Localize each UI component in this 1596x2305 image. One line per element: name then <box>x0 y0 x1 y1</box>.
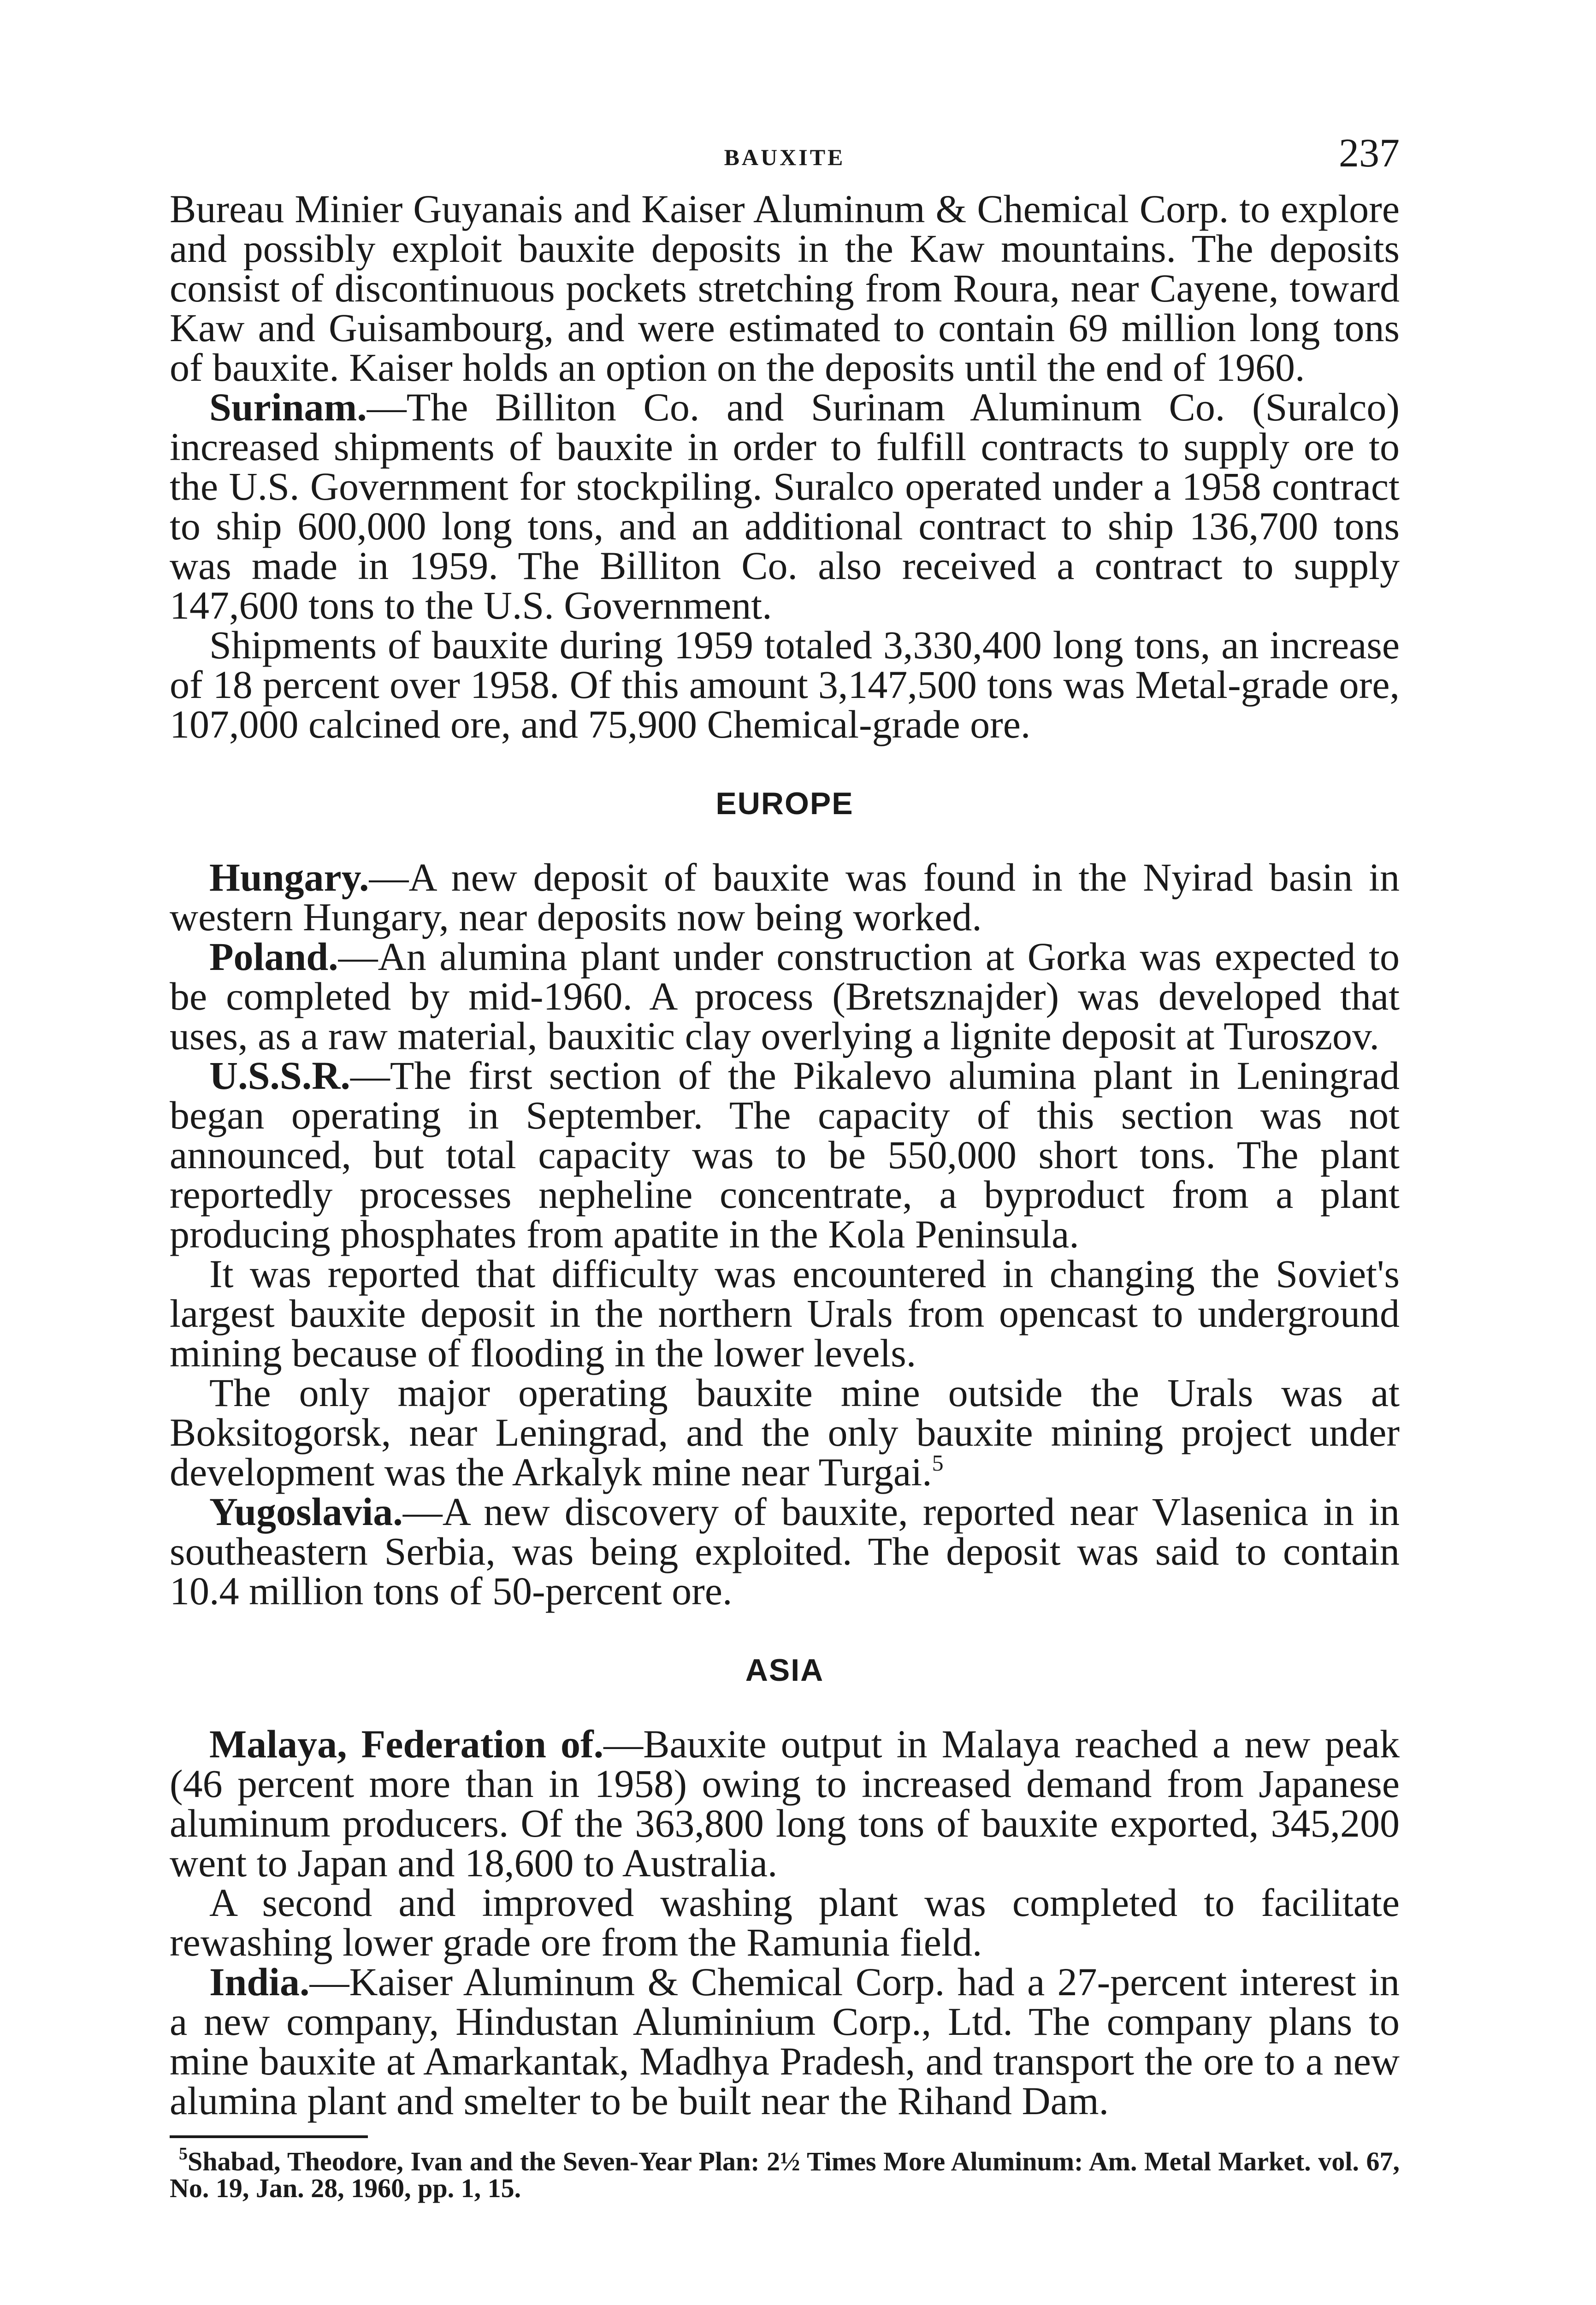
asia-heading: ASIA <box>745 1653 824 1688</box>
surinam-label: Surinam. <box>209 385 367 429</box>
ussr-paragraph <box>170 1053 1400 1256</box>
yugoslavia-text: —A new discovery of bauxite, reported near Vlasenica in in southeastern Serbia, was being exploited. The deposit was said to contain 10.4 million tons of 50-percent ore. <box>170 1489 1400 1613</box>
yugoslavia-label: Yugoslavia. <box>209 1489 403 1534</box>
boksitogorsk-text: The only major operating bauxite mine outside the Urals was at Boksitogorsk, near Leningrad, and the only bauxite mining project under development was the Arkalyk mine near Turgai. <box>170 1371 1400 1494</box>
india-label: India. <box>209 1960 310 2004</box>
footnote-marker: 5 <box>179 2144 188 2163</box>
footnote <box>170 2144 1400 2203</box>
poland-label: Poland. <box>209 934 338 979</box>
yugoslavia-paragraph <box>170 1489 1400 1613</box>
footnote-text: Shabad, Theodore, Ivan and the Seven-Year Plan: 2½ Times More Aluminum: Am. Metal Market. vol. 67, No. 19, Jan. 28, 1960, pp. 1, 15. <box>170 2146 1400 2203</box>
page-number: 237 <box>1339 131 1400 176</box>
ussr-text: —The first section of the Pikalevo alumina plant in Leningrad began operating in September. The capacity of this section was not announced, but total capacity was to be 550,000 short tons. The plant reportedly processes nepheline concentrate, a byproduct from a plant producing phosphates from apatite in the Kola Peninsula. <box>170 1053 1400 1256</box>
india-text: —Kaiser Aluminum & Chemical Corp. had a 27-percent interest in a new company, Hindustan Aluminium Corp., Ltd. The company plans to mine bauxite at Amarkantak, Madhya Pradesh, and transport the ore to a new alumina plant and smelter to be built near the Rihand Dam. <box>170 1960 1400 2123</box>
malaya-paragraph <box>170 1724 1400 1883</box>
running-header <box>170 131 1400 189</box>
ussr-label: U.S.S.R. <box>209 1053 350 1098</box>
poland-text: —An alumina plant under construction at Gorka was expected to be completed by mid-1960. A process (Bretsznajder) was developed that uses, as a raw material, bauxitic clay overlying a lignite deposit at Turoszov. <box>170 934 1400 1058</box>
malaya-text: —Bauxite output in Malaya reached a new peak (46 percent more than in 1958) owing to increased demand from Japanese aluminum producers. Of the 363,800 long tons of bauxite exported, 345,200 went to Japan and 18,600 to Australia. <box>170 1722 1400 1885</box>
footnote-divider <box>170 2135 368 2138</box>
hungary-label: Hungary. <box>209 855 369 899</box>
india-paragraph <box>170 1962 1400 2121</box>
surinam-paragraph <box>170 387 1400 625</box>
ussr-boksitogorsk-paragraph <box>170 1373 1400 1492</box>
continuation-paragraph: Bureau Minier Guyanais and Kaiser Aluminum & Chemical Corp. to explore and possibly exploit bauxite deposits in the Kaw mountains. The deposits consist of discontinuous pockets stretching from Roura, near Cayene, toward Kaw and Guisambourg, and were estimated to contain 69 million long tons of bauxite. Kaiser holds an option on the deposits until the end of 1960. <box>170 187 1400 390</box>
malaya-plant-paragraph: A second and improved washing plant was completed to facilitate rewashing lower grade ore from the Ramunia field. <box>170 1880 1400 1964</box>
hungary-paragraph <box>170 857 1400 937</box>
footnote-reference: 5 <box>932 1450 944 1476</box>
malaya-label: Malaya, Federation of. <box>209 1722 604 1766</box>
surinam-text: —The Billiton Co. and Surinam Aluminum Co. (Suralco) increased shipments of bauxite in order to fulfill contracts to supply ore to the U.S. Government for stockpiling. Suralco operated under a 1958 contract to ship 600,000 long tons, and an additional contract to ship 136,700 tons was made in 1959. The Billiton Co. also received a contract to supply 147,600 tons to the U.S. Government. <box>170 385 1400 627</box>
europe-heading: EUROPE <box>715 786 854 821</box>
poland-paragraph <box>170 934 1400 1058</box>
hungary-text: —A new deposit of bauxite was found in the Nyirad basin in western Hungary, near deposits now being worked. <box>170 855 1400 939</box>
ussr-urals-paragraph: It was reported that difficulty was encountered in changing the Soviet's largest bauxite deposit in the northern Urals from opencast to underground mining because of flooding in the lower levels. <box>170 1252 1400 1375</box>
document-page <box>170 131 1400 2203</box>
running-title: BAUXITE <box>724 144 845 170</box>
surinam-shipments-paragraph: Shipments of bauxite during 1959 totaled 3,330,400 long tons, an increase of 18 percent over 1958. Of this amount 3,147,500 tons was Metal-grade ore, 107,000 calcined ore, and 75,900 Chemical-grade ore. <box>170 623 1400 746</box>
